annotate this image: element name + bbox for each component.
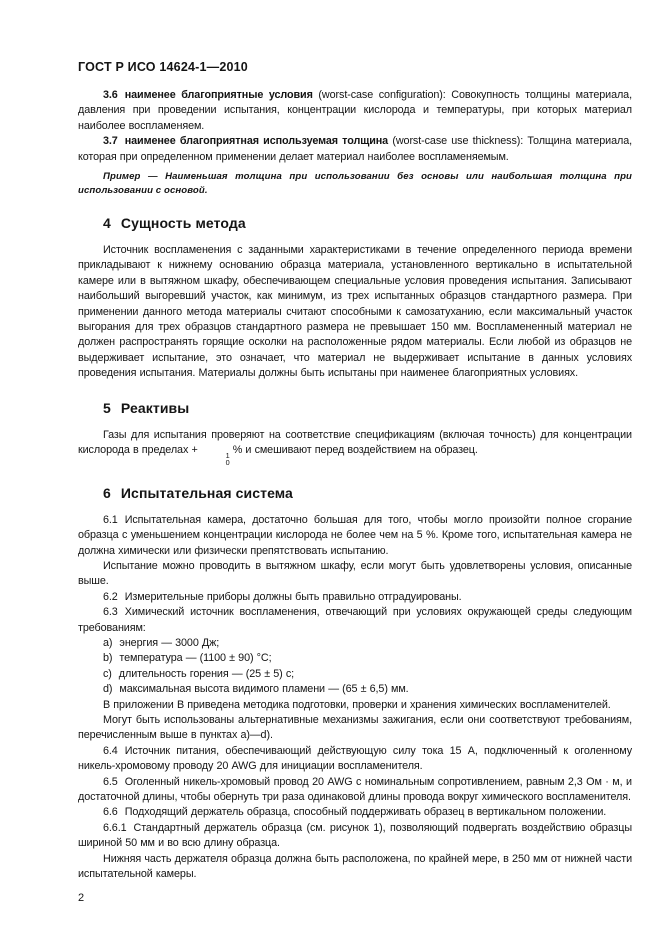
clause-number: 6.1 <box>103 513 118 526</box>
list-item-label: b) <box>103 652 113 665</box>
reagents-text-after: % и смешивают перед воздействием на образец. <box>232 444 478 457</box>
clause-text: Источник питания, обеспечивающий действующую силу тока 15 А, подключенный к оголенному никель-хромовому проводу 20 AWG для инициации воспламенителя. <box>78 744 632 773</box>
clause-text: Оголенный никель-хромовый провод 20 AWG с номинальным сопротивлением, равным 2,3 Ом · м, и достаточной длины, чтобы обернуть три раза одинаковой длины провода вокруг химического воспламенителя. <box>78 775 632 803</box>
clause-text: Подходящий держатель образца, способный поддерживать образец в вертикальном положении. <box>124 806 607 819</box>
holder-position-paragraph: Нижняя часть держателя образца должна быть расположена, по крайней мере, в 250 мм от нижней части испытательной камеры. <box>78 852 632 881</box>
clause-6-6-paragraph <box>78 805 632 820</box>
clause-6-1-paragraph <box>78 513 632 559</box>
list-item-b <box>78 651 632 666</box>
clause-6-6-1-paragraph <box>78 821 632 852</box>
section-4-paragraph: Источник воспламенения с заданными характеристиками в течение определенного периода времени прикладывают к нижнему основанию образца материала, установленного вертикально в испытательной камере или в вытяжном шкафу, обеспечивающем специальные условия проведения испытания. Записывают наибольший выгоревший участок, как минимум, из трех испытанных образцов стандартного размера. При применении данного метода материалы считают способными к самозатуханию, если максимальный участок выгорания для трех образцов стандартного размера не превышает 150 мм. Воспламененный материал не должен распространять горящие осколки на расположенные рядом материалы. Если любой из образцов не выдерживает испытание, это означает, что материал не выдерживает испытание в данных условиях проведения испытания. Материалы должны быть испытаны при наименее благоприятных условиях. <box>78 244 632 380</box>
term-3-7-paragraph <box>78 134 632 165</box>
page-number: 2 <box>78 892 85 905</box>
tolerance-fraction <box>201 453 230 467</box>
appendix-reference-paragraph: В приложении В приведена методика подготовки, проверки и хранения химических воспламенителей. <box>103 698 611 711</box>
term-number: 3.6 <box>103 89 118 101</box>
term-definition: (worst-case configuration): Совокупность толщины материала, давления при проведении испытания, концентрации кислорода и температуры, при которых материал наиболее воспламеняем. <box>78 89 632 132</box>
section-number: 6 <box>103 484 111 501</box>
clause-number: 6.5 <box>103 775 118 788</box>
list-item-text: энергия — 3000 Дж; <box>119 636 220 649</box>
section-number: 4 <box>103 215 111 232</box>
document-header-title: ГОСТ Р ИСО 14624-1—2010 <box>78 60 248 74</box>
section-6-heading <box>103 485 632 501</box>
document-body <box>78 88 632 904</box>
reagents-text-before: Газы для испытания проверяют на соответствие спецификациям (включая точность) для концентрации кислорода в пределах + <box>78 428 632 457</box>
term-name: наименее благоприятная используемая толщина <box>124 135 389 148</box>
clause-6-4-paragraph <box>78 744 632 775</box>
term-name: наименее благоприятные условия <box>124 89 313 101</box>
section-5-heading <box>103 400 632 416</box>
list-item-label: c) <box>103 667 112 680</box>
clause-number: 6.6 <box>103 806 118 819</box>
reagents-paragraph <box>78 428 632 467</box>
clause-number: 6.3 <box>103 606 118 619</box>
clause-text: Стандартный держатель образца (см. рисунок 1), позволяющий подвергать воздействию образцы шириной 50 мм и во всю длину образца. <box>78 821 632 850</box>
clause-text: Измерительные приборы должны быть правильно отградуированы. <box>124 590 462 603</box>
section-4-heading <box>103 215 632 231</box>
clause-6-2-paragraph <box>78 590 632 605</box>
clause-6-5-paragraph <box>78 775 632 806</box>
term-number: 3.7 <box>103 135 118 148</box>
fume-hood-paragraph: Испытание можно проводить в вытяжном шкафу, если могут быть удовлетворены условия, описанные выше. <box>78 559 632 588</box>
list-item-d <box>78 682 632 697</box>
list-item-label: a) <box>103 636 113 649</box>
example-note: Пример — Наименьшая толщина при использовании без основы или наибольшая толщина при использовании с основой. <box>78 171 632 196</box>
clause-6-3-paragraph <box>78 605 632 636</box>
term-definition: (worst-case use thickness): Толщина материала, которая при определенном применении делает материал наиболее воспламеняемым. <box>78 135 632 163</box>
list-item-label: d) <box>103 683 113 696</box>
tolerance-upper: 1 <box>225 451 230 461</box>
list-item-a <box>78 636 632 651</box>
clause-number: 6.2 <box>103 590 118 603</box>
clause-number: 6.4 <box>103 744 118 757</box>
list-item-text: длительность горения — (25 ± 5) с; <box>118 667 295 680</box>
list-item-c <box>78 667 632 682</box>
alternative-ignition-paragraph: Могут быть использованы альтернативные механизмы зажигания, если они соответствуют требованиям, перечисленным выше в пунктах a)—d). <box>78 713 632 742</box>
list-item-text: температура — (1100 ± 90) °С; <box>119 652 272 665</box>
section-number: 5 <box>103 399 111 416</box>
list-item-text: максимальная высота видимого пламени — (65 ± 6,5) мм. <box>119 683 409 696</box>
section-title: Испытательная система <box>120 484 293 501</box>
section-title: Реактивы <box>120 399 190 416</box>
tolerance-lower: 0 <box>225 457 230 467</box>
section-title: Сущность метода <box>120 215 246 232</box>
clause-text: Испытательная камера, достаточно большая для того, чтобы могло произойти полное сгорание образца с уменьшением концентрации кислорода не более чем на 5 %. Кроме того, испытательная камера не должна химически или физически препятствовать испытанию. <box>78 513 632 557</box>
clause-number: 6.6.1 <box>103 821 127 834</box>
term-3-6-paragraph <box>78 88 632 134</box>
clause-text: Химический источник воспламенения, отвечающий при условиях окружающей среды следующим требованиям: <box>78 606 632 634</box>
